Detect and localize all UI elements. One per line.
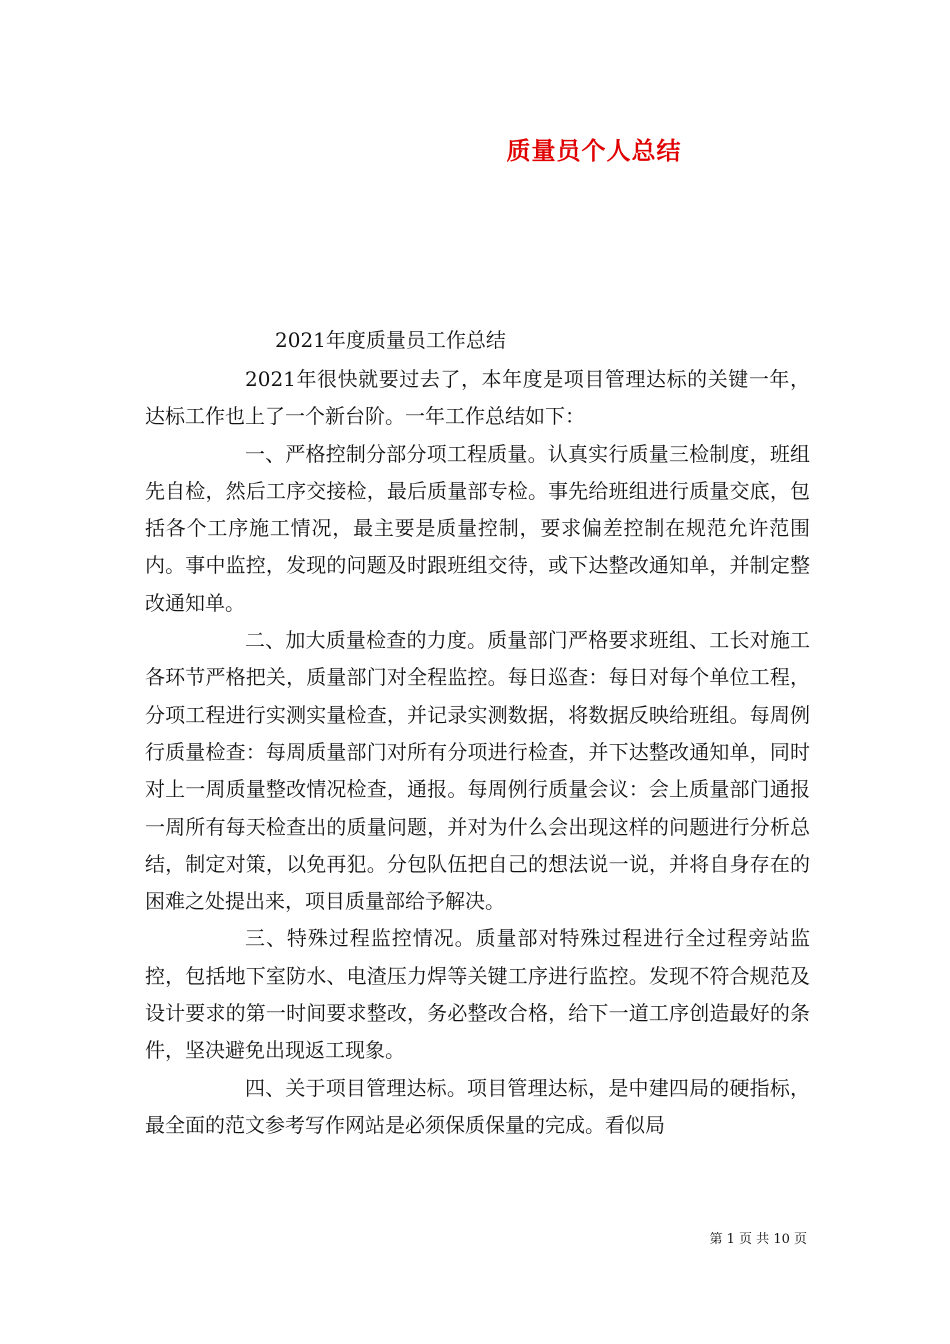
document-title: 质量员个人总结 <box>506 136 682 165</box>
paragraph-section-4: 四、关于项目管理达标。项目管理达标，是中建四局的硬指标，最全面的范文参考写作网站是必须保质保量的完成。看似局 <box>145 1075 810 1137</box>
paragraph-section-2: 二、加大质量检查的力度。质量部门严格要求班组、工长对施工各环节严格把关，质量部门对全程监控。每日巡查：每日对每个单位工程，分项工程进行实测实量检查，并记录实测数据，将数据反映给班组。每周例行质量检查：每周质量部门对所有分项进行检查，并下达整改通知单，同时对上一周质量整改情况检查，通报。每周例行质量会议：会上质量部门通报一周所有每天检查出的质量问题，并对为什么会出现这样的问题进行分析总结，制定对策，以免再犯。分包队伍把自己的想法说一说，并将自身存在的困难之处提出来，项目质量部给予解决。 <box>145 628 810 914</box>
page-number-footer: 第 1 页 共 10 页 <box>709 1232 807 1247</box>
paragraph-section-3: 三、特殊过程监控情况。质量部对特殊过程进行全过程旁站监控，包括地下室防水、电渣压力焊等关键工序进行监控。发现不符合规范及设计要求的第一时间要求整改，务必整改合格，给下一道工序创造最好的条件，坚决避免出现返工现象。 <box>145 926 810 1063</box>
document-body <box>145 361 810 1144</box>
paragraph-section-1: 一、严格控制分部分项工程质量。认真实行质量三检制度，班组先自检，然后工序交接检，最后质量部专检。事先给班组进行质量交底，包括各个工序施工情况，最主要是质量控制，要求偏差控制在规范允许范围内。事中监控，发现的问题及时跟班组交待，或下达整改通知单，并制定整改通知单。 <box>145 441 810 615</box>
document-subtitle: 2021年度质量员工作总结 <box>275 328 506 352</box>
paragraph-intro: 2021年很快就要过去了，本年度是项目管理达标的关键一年，达标工作也上了一个新台阶。一年工作总结如下： <box>145 367 810 429</box>
